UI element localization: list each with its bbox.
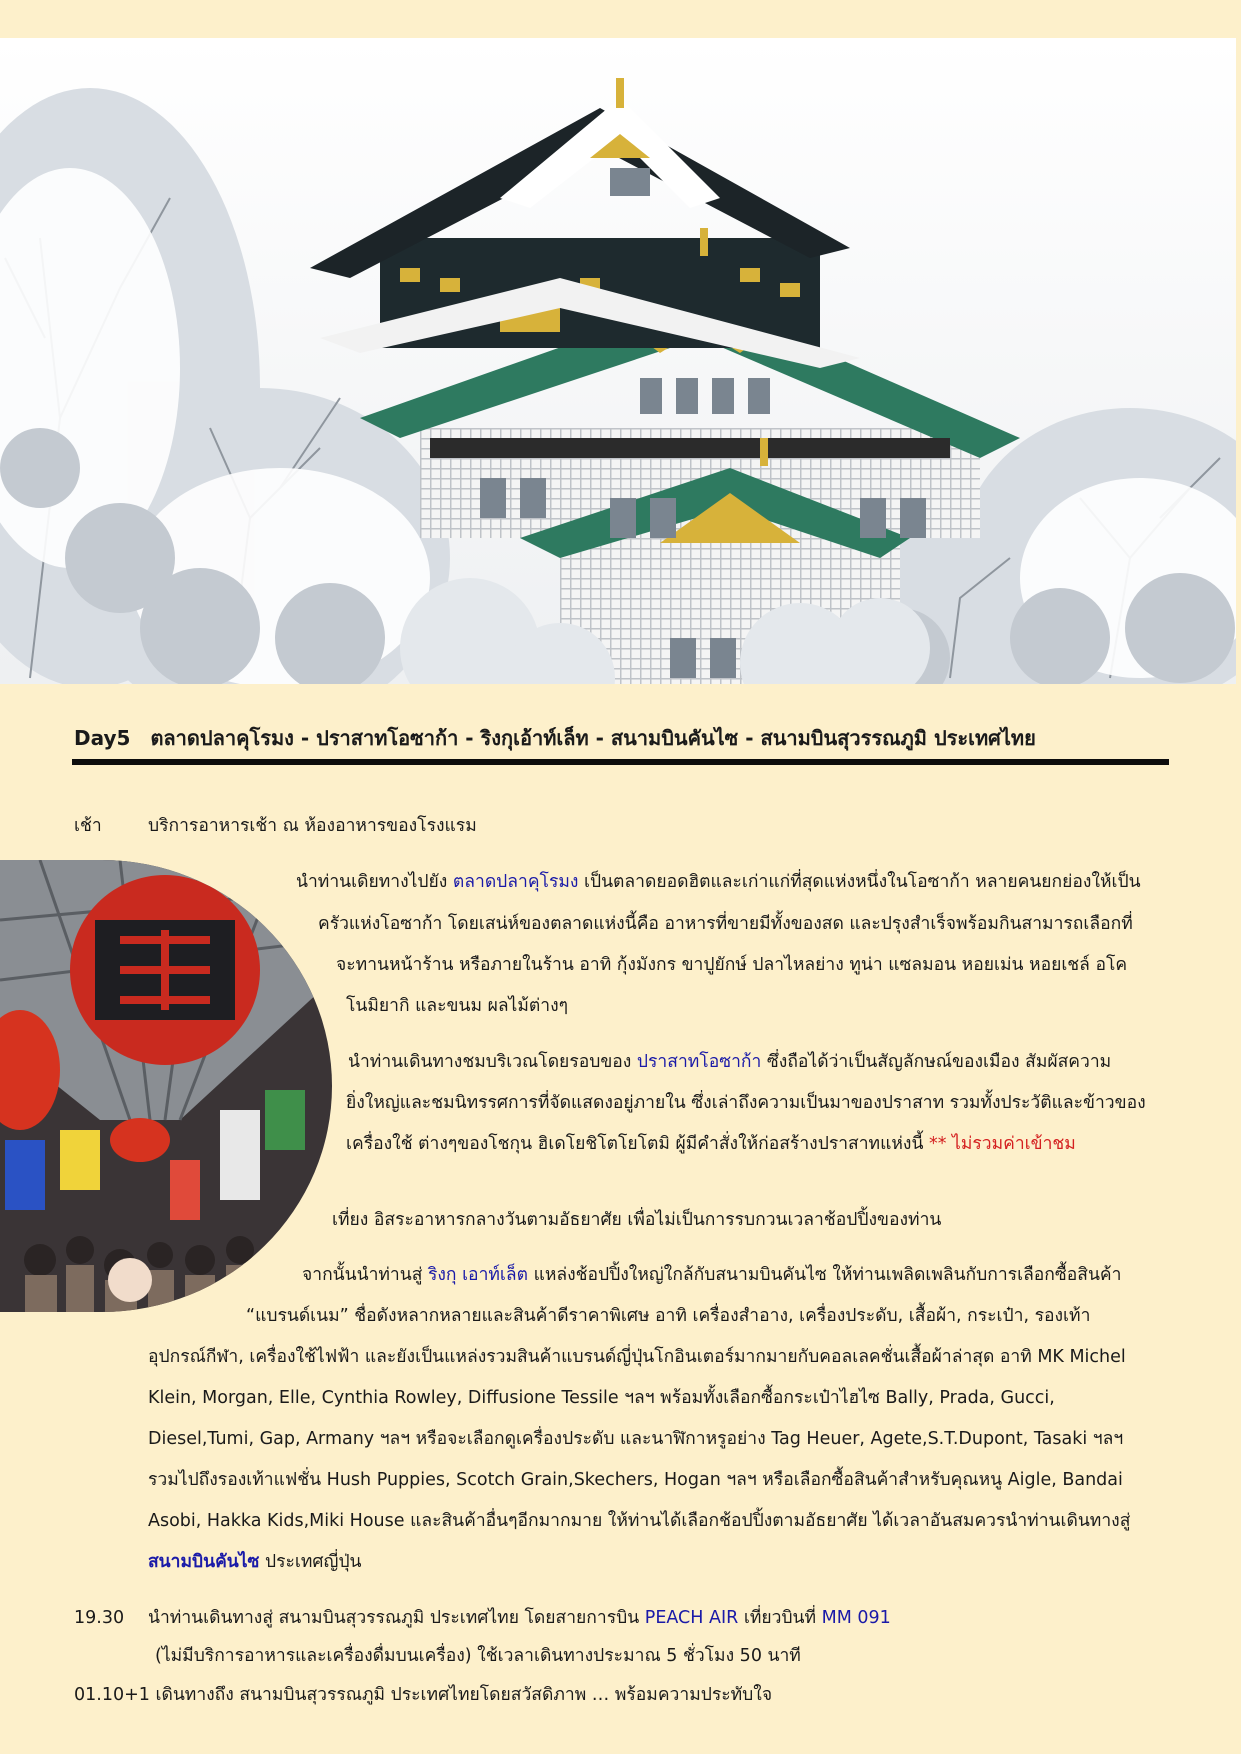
kuromon-market-highlight: ตลาดปลาคุโรมง bbox=[452, 872, 579, 892]
rinku-line-4: Klein, Morgan, Elle, Cynthia Rowley, Diffusione Tessile ฯลฯ พร้อมทั้งเลือกซื้อกระเป๋าไฮไซ Bally, Prada, Gucci, bbox=[148, 1388, 1055, 1408]
flight-line-1-mid: เที่ยวบินที่ bbox=[738, 1608, 822, 1628]
flight-line-1-pre: นำท่านเดินทางสู่ สนามบินสุวรรณภูมิ ประเทศไทย โดยสายการบิน bbox=[148, 1608, 645, 1628]
heading-divider bbox=[72, 759, 1169, 765]
rinku-outlet-highlight: ริงกุ เอาท์เล็ต bbox=[427, 1265, 528, 1285]
day-label: Day5 bbox=[74, 726, 131, 750]
osaka-castle-highlight: ปราสาทโอซาก้า bbox=[636, 1052, 762, 1072]
kuromon-line-2: ครัวแห่งโอซาก้า โดยเสน่ห์ของตลาดแห่งนี้คือ อาหารที่ขายมีทั้งของสด และปรุงสำเร็จพร้อมกินสามารถเลือกที่ bbox=[318, 914, 1133, 934]
arrival-line bbox=[74, 1675, 772, 1716]
kuromon-line-1-pre: นำท่านเดิยทางไปยัง bbox=[296, 872, 453, 892]
flight-line-2: (ไม่มีบริการอาหารและเครื่องดื่มบนเครื่อง) ใช้เวลาเดินทางประมาณ 5 ชั่วโมง 50 นาที bbox=[155, 1646, 801, 1666]
castle-line-3 bbox=[346, 1124, 1076, 1165]
flight-number: MM 091 bbox=[821, 1608, 891, 1628]
castle-line-1 bbox=[348, 1042, 1111, 1083]
kuromon-line-3: จะทานหน้าร้าน หรือภายในร้าน อาทิ กุ้งมังกร ขาปูยักษ์ ปลาไหลย่าง ทูน่า แซลมอน หอยเม่น หอยเชล์ อโค bbox=[336, 955, 1128, 975]
kuromon-line-1-post: เป็นตลาดยอดฮิตและเก่าแก่ที่สุดแห่งหนึ่งในโอซาก้า หลายคนยกย่องให้เป็น bbox=[578, 872, 1141, 892]
breakfast-text: บริการอาหารเช้า ณ ห้องอาหารของโรงแรม bbox=[148, 816, 477, 836]
breakfast-time: เช้า bbox=[74, 816, 102, 836]
kuromon-line-1 bbox=[296, 862, 1141, 903]
osaka-castle-photo bbox=[0, 38, 1236, 684]
airline-name: PEACH AIR bbox=[644, 1608, 739, 1628]
rinku-line-1-pre: จากนั้นนำท่านสู่ bbox=[302, 1265, 428, 1285]
rinku-line-1 bbox=[302, 1255, 1121, 1296]
rinku-line-8-post: ประเทศญี่ปุ่น bbox=[259, 1552, 362, 1572]
kuromon-line-4: โนมิยากิ และขนม ผลไม้ต่างๆ bbox=[346, 996, 569, 1016]
flight-time: 19.30 bbox=[74, 1608, 125, 1628]
rinku-line-1-post: แหล่งช้อปปิ้งใหญ่ใกล้กับสนามบินคันไซ ให้ท่านเพลิดเพลินกับการเลือกซื้อสินค้า bbox=[528, 1265, 1122, 1285]
flight-line-1 bbox=[148, 1598, 891, 1639]
day-route-title: ตลาดปลาคุโรมง - ปราสาทโอซาก้า - ริงกุเอ้าท์เล็ท - สนามบินคันไซ - สนามบินสุวรรณภูมิ ประเทศไทย bbox=[150, 726, 1036, 750]
rinku-line-3: อุปกรณ์กีฬา, เครื่องใช้ไฟฟ้า และยังเป็นแหล่งรวมสินค้าแบรนด์ญี่ปุ่นโกอินเตอร์มากมายกับคอลเลคชั่นเสื้อผ้าล่าสุด อาทิ MK Michel bbox=[148, 1347, 1126, 1367]
castle-line-1-pre: นำท่านเดินทางชมบริเวณโดยรอบของ bbox=[348, 1052, 637, 1072]
rinku-line-7: Asobi, Hakka Kids,Miki House และสินค้าอื่นๆอีกมากมาย ให้ท่านได้เลือกช้อปปิ้งตามอัธยาศัย ได้เวลาอันสมควรนำท่านเดินทางสู่ bbox=[148, 1511, 1131, 1531]
arrival-text: เดินทางถึง สนามบินสุวรรณภูมิ ประเทศไทยโดยสวัสดิภาพ … พร้อมความประทับใจ bbox=[149, 1685, 773, 1705]
lunch-text: เที่ยง อิสระอาหารกลางวันตามอัธยาศัย เพื่อไม่เป็นการรบกวนเวลาช้อปปิ้งของท่าน bbox=[332, 1210, 942, 1230]
rinku-line-8 bbox=[148, 1542, 362, 1583]
castle-line-1-post: ซึ่งถือได้ว่าเป็นสัญลักษณ์ของเมือง สัมผัสความ bbox=[761, 1052, 1112, 1072]
castle-line-3-text: เครื่องใช้ ต่างๆของโชกุน ฮิเดโยชิโตโยโตมิ ผู้มีคำสั่งให้ก่อสร้างปราสาทแห่งนี้ bbox=[346, 1134, 929, 1154]
castle-line-2: ยิ่งใหญ่และชมนิทรรศการที่จัดแสดงอยู่ภายใน ซึ่งเล่าถึงความเป็นมาของปราสาท รวมทั้งประวัติและข้าวของ bbox=[346, 1093, 1146, 1113]
kuromon-market-photo bbox=[0, 860, 332, 1312]
rinku-line-5: Diesel,Tumi, Gap, Armany ฯลฯ หรือจะเลือกดูเครื่องประดับ และนาฬิกาหรูอย่าง Tag Heuer, Agete,S.T.Dupont, Tasaki ฯลฯ bbox=[148, 1429, 1124, 1449]
rinku-line-6: รวมไปถึงรองเท้าแฟชั่น Hush Puppies, Scotch Grain,Skechers, Hogan ฯลฯ หรือเลือกซื้อสินค้าสำหรับคุณหนู Aigle, Bandai bbox=[148, 1470, 1123, 1490]
arrival-time: 01.10+1 bbox=[74, 1685, 150, 1705]
kansai-airport-highlight: สนามบินคันไซ bbox=[148, 1552, 260, 1572]
day-heading bbox=[74, 722, 1174, 754]
rinku-line-2: “แบรนด์เนม” ชื่อดังหลากหลายและสินค้าดีราคาพิเศษ อาทิ เครื่องสำอาง, เครื่องประดับ, เสื้อผ้า, กระเป๋า, รองเท้า bbox=[246, 1306, 1091, 1326]
admission-note: ** ไม่รวมค่าเข้าชม bbox=[928, 1134, 1076, 1154]
